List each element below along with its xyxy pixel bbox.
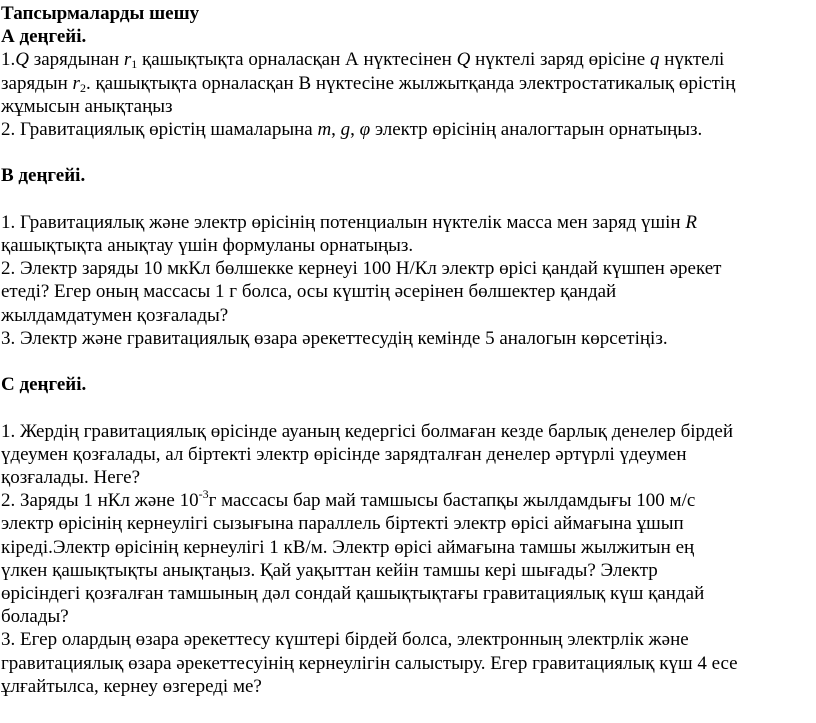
level-c-task-2-line-6: болады?: [1, 606, 69, 628]
spacer: [1, 396, 813, 419]
level-a-task-1-line-3: жұмысын анықтаңыз: [1, 95, 173, 117]
level-c-task-2-line-4: үлкен қашықтықты анықтаңыз. Қай уақыттан кейін тамшы кері шығады? Электр: [1, 559, 658, 581]
spacer: [1, 141, 813, 164]
level-c-task-3-line-3: ұлғайтылса, кернеу өзгереді ме?: [1, 675, 262, 697]
level-c-task-1-line-2: үдеумен қозғалады, ал біртекті электр өрісінде зарядталған денелер әртүрлі үдеумен: [1, 443, 687, 465]
spacer: [1, 350, 813, 373]
level-b-task-2-line-1: 2. Электр заряды 10 мкКл бөлшекке кернеуі 100 Н/Кл электр өрісі қандай күшпен әрекет: [1, 258, 722, 280]
level-c-task-1-line-1: 1. Жердің гравитациялық өрісінде ауаның кедергісі болмаған кезде барлық денелер бірдей: [1, 420, 734, 442]
level-a-heading: А деңгейі.: [1, 26, 87, 48]
level-c-task-2-line-5: өрісіндегі қозғалған тамшының дәл сондай қашықтықтағы гравитациялық күш қандай: [1, 583, 705, 605]
level-c-heading: С деңгейі.: [1, 374, 87, 396]
level-a-task-1-line-2: зарядын $r_2$. қашықтықта орналасқан В нүктесіне жылжытқанда электростатикалық өрістің: [1, 72, 736, 95]
level-a-task-2: 2. Гравитациялық өрістің шамаларына m, g, φ электр өрісінің аналогтарын орнатыңыз.: [1, 119, 703, 141]
level-b-task-2-line-3: жылдамдатумен қозғалады?: [1, 304, 229, 326]
level-c-task-2-line-2: электр өрісінің кернеулігі сызығына параллель біртекті электр өрісі аймағына ұшып: [1, 513, 684, 535]
document-title: Тапсырмаларды шешу: [1, 3, 200, 24]
level-c-task-3-line-2: гравитациялық өзара әрекеттесуінің кернеулігін салыстыру. Егер гравитациялық күш 4 есе: [1, 652, 738, 674]
level-b-task-2-line-2: етеді? Егер оның массасы 1 г болса, осы күштің әсерінен бөлшектер қандай: [1, 281, 617, 303]
level-c-task-2-line-3: кіреді.Электр өрісінің кернеулігі 1 кВ/м. Электр өрісі аймағына тамшы жылжитын ең: [1, 536, 695, 558]
level-b-heading: В деңгейі.: [1, 165, 86, 187]
level-a-task-1-line-1: 1.Q зарядынан $r_1$ қашықтықта орналасқан А нүктесінен Q нүктелі заряд өрісіне q нүктелі: [1, 49, 725, 72]
level-b-task-3: 3. Электр және гравитациялық өзара әрекеттесудің кемінде 5 аналогын көрсетіңіз.: [1, 327, 668, 349]
level-b-task-1-line-1: 1. Гравитациялық және электр өрісінің потенциалын нүктелік масса мен заряд үшін R: [1, 211, 697, 233]
level-b-task-1-line-2: қашықтықта анықтау үшін формуланы орнатыңыз.: [1, 235, 414, 256]
spacer: [1, 188, 813, 211]
level-c-task-3-line-1: 3. Егер олардың өзара әрекеттесу күштері бірдей болса, электронның электрлік және: [1, 629, 689, 651]
level-c-task-1-line-3: қозғалады. Неге?: [1, 467, 141, 488]
level-c-task-2-line-1: 2. Заряды 1 нКл және $10^{-3}г$ массасы бар май тамшысы бастапқы жылдамдығы 100 м/с: [1, 487, 696, 512]
